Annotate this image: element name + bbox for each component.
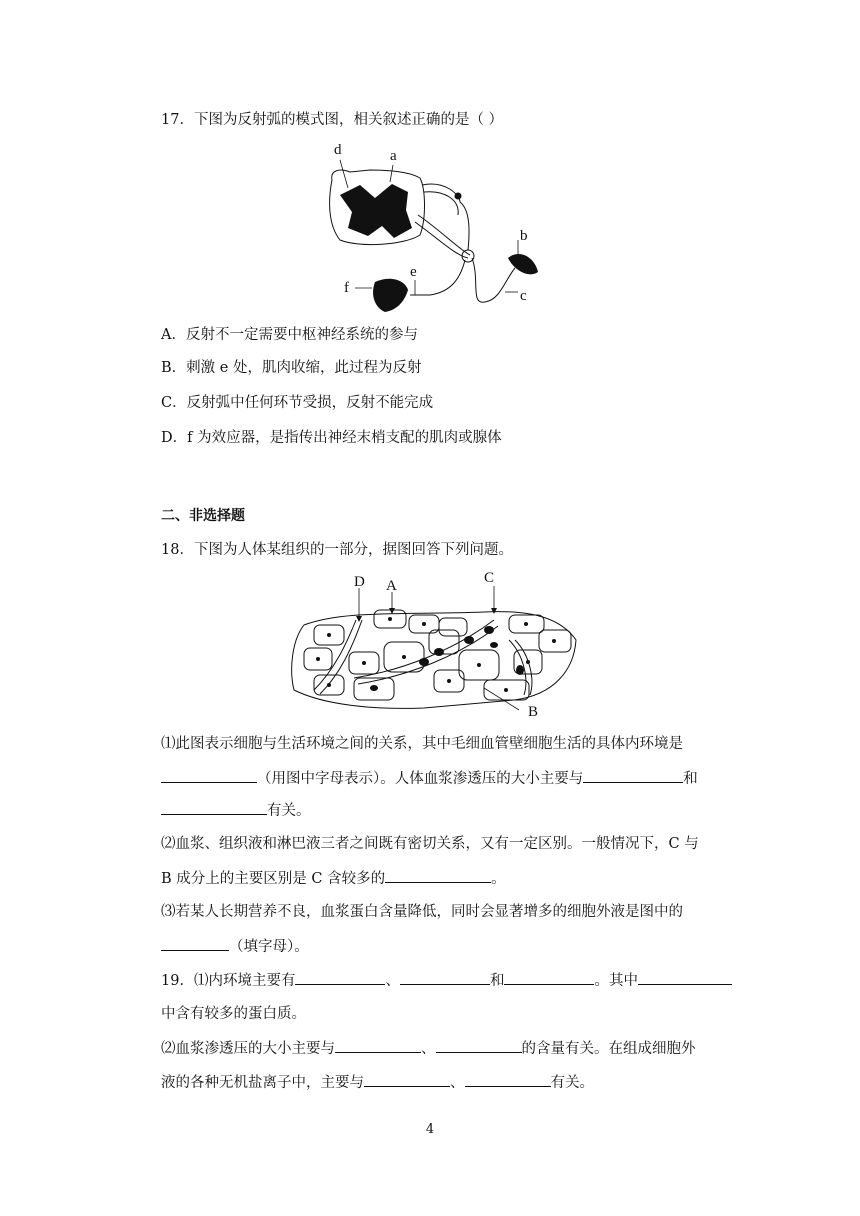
q17-option-b: B．刺激 e 处，肌肉收缩，此过程为反射 bbox=[161, 360, 422, 376]
q18-stem: 18．下图为人体某组织的一部分，据图回答下列问题。 bbox=[161, 542, 513, 558]
q18-p1-line3: 有关。 bbox=[161, 800, 311, 821]
q18-p1-line1: ⑴此图表示细胞与生活环境之间的关系，其中毛细血管壁细胞生活的具体内环境是 bbox=[161, 736, 683, 752]
q19-p1-line1: 19．⑴内环境主要有 、 和 。其中 bbox=[161, 970, 732, 991]
answer-blank[interactable] bbox=[436, 1038, 522, 1053]
tissue-figure bbox=[284, 570, 584, 720]
answer-blank[interactable] bbox=[504, 970, 594, 985]
label-a: a bbox=[390, 148, 397, 164]
answer-blank[interactable] bbox=[400, 970, 490, 985]
q17-option-a: A．反射不一定需要中枢神经系统的参与 bbox=[161, 327, 418, 343]
q18-p2-line2: B 成分上的主要区别是 C 含较多的 。 bbox=[161, 868, 506, 889]
q19-p2-line2: 液的各种无机盐离子中，主要与 、 有关。 bbox=[161, 1072, 594, 1093]
q17-stem: 17．下图为反射弧的模式图，相关叙述正确的是（ ） bbox=[161, 112, 504, 128]
answer-blank[interactable] bbox=[295, 970, 385, 985]
label-A: A bbox=[386, 578, 397, 594]
q19-p2-line1: ⑵血浆渗透压的大小主要与 、 的含量有关。在组成细胞外 bbox=[161, 1038, 696, 1059]
reflex-arc-figure bbox=[320, 140, 550, 320]
label-e: e bbox=[410, 264, 417, 280]
answer-blank[interactable] bbox=[161, 936, 229, 951]
label-b: b bbox=[520, 228, 528, 244]
label-D: D bbox=[354, 574, 365, 590]
label-B: B bbox=[528, 704, 539, 720]
q18-p1-line2: （用图中字母表示）。人体血浆渗透压的大小主要与 和 bbox=[161, 768, 698, 789]
q18-p2-line1: ⑵血浆、组织液和淋巴液三者之间既有密切关系，又有一定区别。一般情况下，C 与 bbox=[161, 836, 699, 852]
section-title: 二、非选择题 bbox=[161, 508, 245, 524]
answer-blank[interactable] bbox=[161, 768, 257, 783]
q17-option-c: C．反射弧中任何环节受损，反射不能完成 bbox=[161, 395, 434, 411]
answer-blank[interactable] bbox=[583, 768, 683, 783]
label-C: C bbox=[484, 570, 495, 586]
answer-blank[interactable] bbox=[335, 1038, 421, 1053]
label-f: f bbox=[344, 280, 349, 296]
answer-blank[interactable] bbox=[364, 1072, 450, 1087]
page-number: 4 bbox=[425, 1122, 435, 1137]
answer-blank[interactable] bbox=[638, 970, 732, 985]
label-d: d bbox=[334, 142, 342, 158]
answer-blank[interactable] bbox=[161, 800, 267, 815]
label-c: c bbox=[520, 288, 527, 304]
q18-p3-line1: ⑶若某人长期营养不良，血浆蛋白含量降低，同时会显著增多的细胞外液是图中的 bbox=[161, 904, 683, 920]
q19-p1-line2: 中含有较多的蛋白质。 bbox=[161, 1006, 306, 1022]
answer-blank[interactable] bbox=[385, 868, 491, 883]
q17-option-d: D．f 为效应器，是指传出神经末梢支配的肌肉或腺体 bbox=[161, 430, 502, 446]
answer-blank[interactable] bbox=[465, 1072, 551, 1087]
q18-p3-line2: （填字母）。 bbox=[161, 936, 309, 957]
